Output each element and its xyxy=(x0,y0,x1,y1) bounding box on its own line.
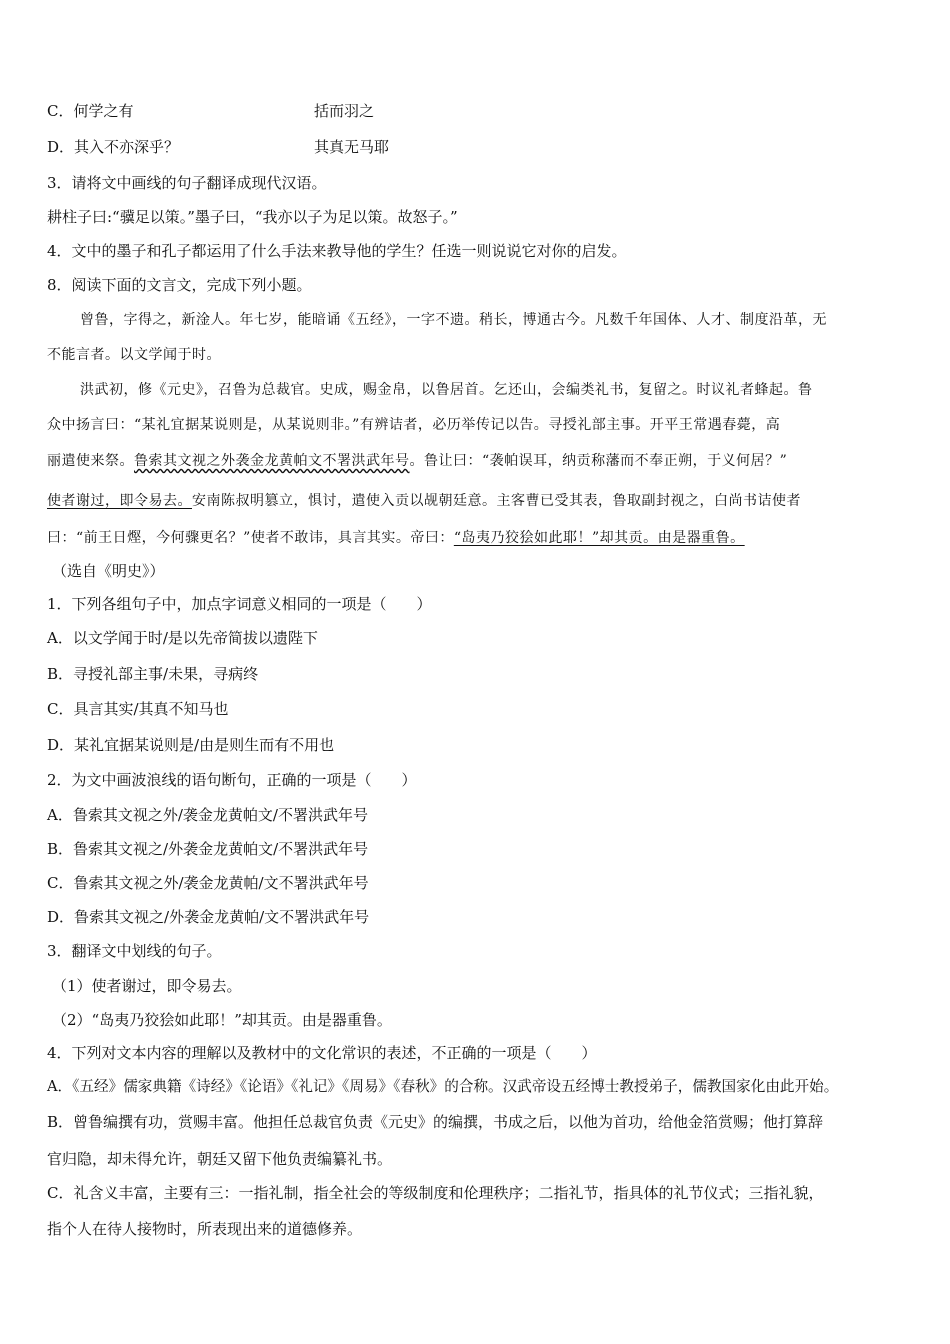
passage-p2-line1: 洪武初，修《元史》，召鲁为总裁官。史成，赐金帛，以鲁居首。乞还山，会编类礼书，复留之。时议礼者蜂起。鲁 xyxy=(80,382,813,398)
wavy-underlined-sentence: 鲁索其文视之外袭金龙黄帕文不署洪武年号 xyxy=(134,453,410,469)
prev-question-3-quote: 耕柱子曰:“骥足以策。”墨子曰，“我亦以子为足以策。故怒子。” xyxy=(47,208,458,226)
option-c-line xyxy=(47,101,375,121)
question-2-option-d: D．鲁索其文视之/外袭金龙黄帕/文不署洪武年号 xyxy=(47,908,370,926)
question-4-option-c-line1: C．礼含义丰富，主要有三：一指礼制，指全社会的等级制度和伦理秩序；二指礼节，指具体的礼节仪式；三指礼貌， xyxy=(47,1184,824,1202)
passage-text: 丽遣使来祭。 xyxy=(47,453,134,469)
prev-question-4: 4．文中的墨子和孔子都运用了什么手法来教导他的学生？任选一则说说它对你的启发。 xyxy=(47,242,627,260)
question-1-option-a: A．以文学闻于时/是以先帝简拔以遗陛下 xyxy=(47,629,318,647)
passage-p2-line4 xyxy=(47,491,801,511)
question-1-option-d: D．某礼宜据某说则是/由是则生而有不用也 xyxy=(47,736,335,754)
passage-p2-line5 xyxy=(47,528,745,548)
passage-p1-line1: 曾鲁，字得之，新淦人。年七岁，能暗诵《五经》，一字不遗。稍长，博通古今。凡数千年国体、人才、制度沿革，无 xyxy=(80,312,827,328)
question-1-option-b: B．寻授礼部主事/未果，寻病终 xyxy=(47,665,259,683)
passage-text: 安南陈叔明篡立，惧讨，遣使入贡以觇朝廷意。主客曹已受其表，鲁取副封视之，白尚书诘使者 xyxy=(192,493,801,509)
prev-question-3: 3．请将文中画线的句子翻译成现代汉语。 xyxy=(47,174,327,192)
question-4-option-b-line1: B．曾鲁编撰有功，赏赐丰富。他担任总裁官负责《元史》的编撰，书成之后，以他为首功，给他金箔赏赐；他打算辞 xyxy=(47,1113,824,1131)
passage-p2-line3 xyxy=(47,451,787,471)
passage-p1-line2: 不能言者。以文学闻于时。 xyxy=(47,347,221,363)
option-d-left: D．其入不亦深乎？ xyxy=(47,138,180,156)
question-4-option-a: A．《五经》儒家典籍《诗经》《论语》《礼记》《周易》《春秋》的合称。汉武帝设五经博士教授弟子，儒教国家化由此开始。 xyxy=(47,1078,839,1095)
option-d-line xyxy=(47,137,390,157)
passage-text: 曰：“前王日熞，今何骤更名？”使者不敢讳，具言其实。帝曰： xyxy=(47,530,454,546)
question-4: 4．下列对文本内容的理解以及教材中的文化常识的表述，不正确的一项是（ ） xyxy=(47,1044,597,1062)
question-1-option-c: C．具言其实/其真不知马也 xyxy=(47,700,229,718)
question-2-option-c: C．鲁索其文视之外/袭金龙黄帕/文不署洪武年号 xyxy=(47,874,369,892)
underlined-sentence-1: 使者谢过，即令易去。 xyxy=(47,493,192,509)
question-3-item-1: （1）使者谢过，即令易去。 xyxy=(52,977,242,995)
passage-source: （选自《明史》） xyxy=(52,562,165,580)
question-2-option-b: B．鲁索其文视之/外袭金龙黄帕文/不署洪武年号 xyxy=(47,840,369,858)
question-4-option-b-line2: 官归隐，却未得允许，朝廷又留下他负责编纂礼书。 xyxy=(47,1150,393,1168)
passage-p2-line2: 众中扬言曰：“某礼宜据某说则是，从某说则非。”有辨诘者，必历举传记以告。寻授礼部主事。开平王常遇春薨，高 xyxy=(47,417,781,433)
question-4-option-c-line2: 指个人在待人接物时，所表现出来的道德修养。 xyxy=(47,1220,363,1238)
underlined-sentence-2: “岛夷乃狡狯如此耶！”却其贡。由是器重鲁。 xyxy=(453,530,745,546)
question-2: 2．为文中画波浪线的语句断句，正确的一项是（ ） xyxy=(47,771,417,789)
passage-text: 。鲁让曰：“袭帕误耳，纳贡称藩而不奉正朔，于义何居？” xyxy=(409,453,788,469)
option-d-right: 其真无马耶 xyxy=(314,138,390,156)
question-2-option-a: A．鲁索其文视之外/袭金龙黄帕文/不署洪武年号 xyxy=(47,806,368,824)
question-3: 3．翻译文中划线的句子。 xyxy=(47,942,222,960)
question-3-item-2: （2）“岛夷乃狡狯如此耶！”却其贡。由是器重鲁。 xyxy=(52,1011,392,1029)
section-8-heading: 8．阅读下面的文言文，完成下列小题。 xyxy=(47,276,312,294)
option-c-left: C．何学之有 xyxy=(47,102,134,120)
option-c-right: 括而羽之 xyxy=(314,102,375,120)
question-1: 1．下列各组句子中，加点字词意义相同的一项是（ ） xyxy=(47,595,432,613)
